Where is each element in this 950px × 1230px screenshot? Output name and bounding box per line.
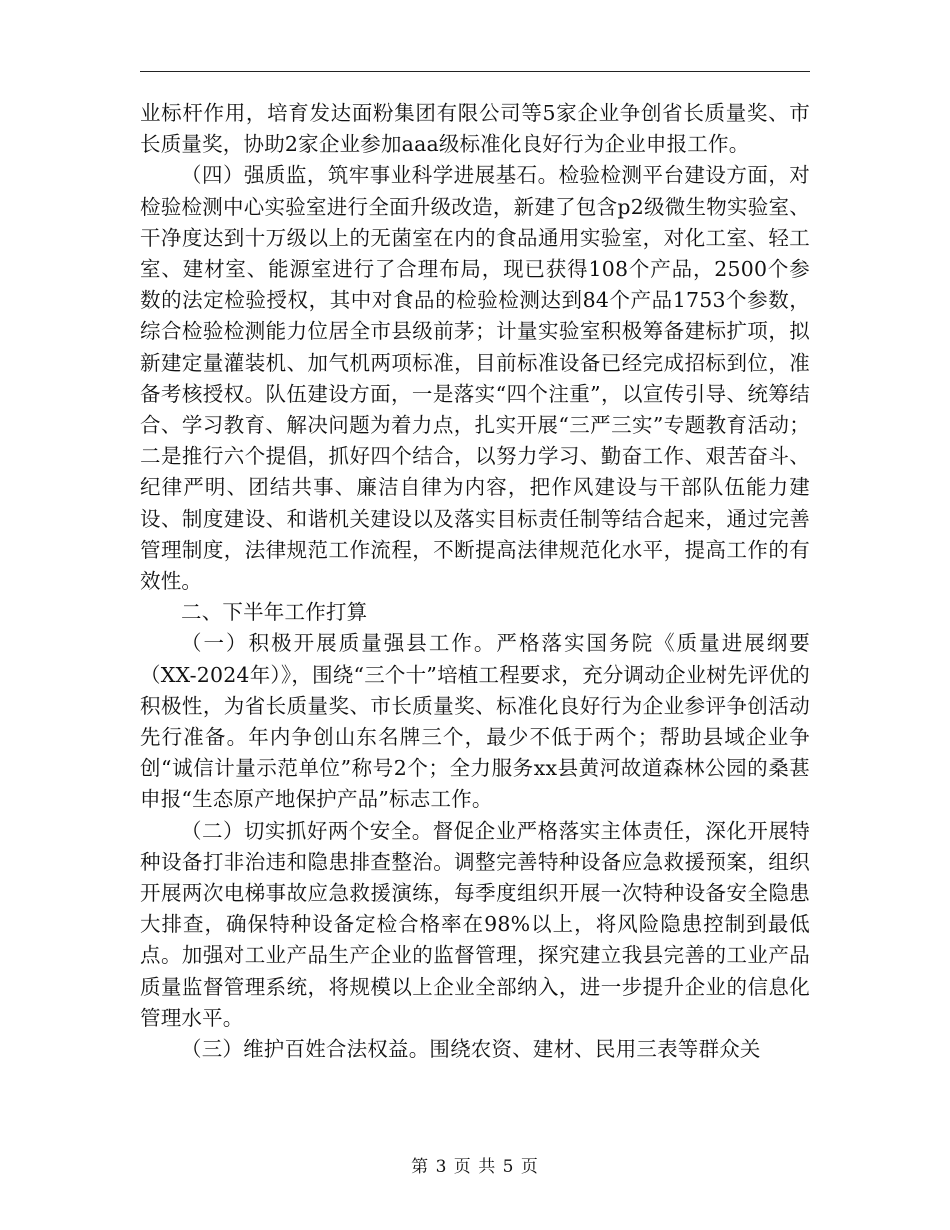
paragraph-5: （三）维护百姓合法权益。围绕农资、建材、民用三表等群众关	[181, 1037, 761, 1062]
paragraph-2: （四）强质监，筑牢事业科学进展基石。检验检测平台建设方面，对检验检测中心实验室进行全面升级改造，新建了包含p2级微生物实验室、干净度达到十万级以上的无菌室在内的食品通用实验室，对化工室、轻工室、建材室、能源室进行了合理布局，现已获得108个产品，2500个参数的法定检验授权，其中对食品的检验检测达到84个产品1753个参数，综合检验检测能力位居全市县级前茅；计量实验室积极筹备建标扩项，拟新建定量灌装机、加气机两项标准，目前标准设备已经完成招标到位，准备考核授权。队伍建设方面，一是落实“四个注重”，以宣传引导、统筹结合、学习教育、解决问题为着力点，扎实开展“三严三实”专题教育活动；二是推行六个提倡，抓好四个结合，以努力学习、勤奋工作、艰苦奋斗、纪律严明、团结共事、廉洁自律为内容，把作风建设与干部队伍能力建设、制度建设、和谐机关建设以及落实目标责任制等结合起来，通过完善管理制度，法律规范工作流程，不断提高法律规范化水平，提高工作的有效性。	[140, 163, 810, 594]
header-rule	[140, 71, 810, 72]
paragraph-1: 业标杆作用，培育发达面粉集团有限公司等5家企业争创省长质量奖、市长质量奖，协助2家企业参加aaa级标准化良好行为企业申报工作。	[140, 101, 810, 157]
page-footer: 第 3 页 共 5 页	[411, 1157, 539, 1177]
document-body	[140, 98, 810, 1065]
section-heading: 二、下半年工作打算	[181, 600, 368, 625]
paragraph-4: （二）切实抓好两个安全。督促企业严格落实主体责任，深化开展特种设备打非治违和隐患排查整治。调整完善特种设备应急救援预案，组织开展两次电梯事故应急救援演练，每季度组织开展一次特种设备安全隐患大排查，确保特种设备定检合格率在98%以上，将风险隐患控制到最低点。加强对工业产品生产企业的监督管理，探究建立我县完善的工业产品质量监督管理系统，将规模以上企业全部纳入，进一步提升企业的信息化管理水平。	[140, 818, 810, 1030]
paragraph-3: （一）积极开展质量强县工作。严格落实国务院《质量进展纲要（XX-2024年）》，围绕“三个十”培植工程要求，充分调动企业树先评优的积极性，为省长质量奖、市长质量奖、标准化良好行为企业参评争创活动先行准备。年内争创山东名牌三个，最少不低于两个；帮助县域企业争创“诚信计量示范单位”称号2个；全力服务xx县黄河故道森林公园的桑葚申报“生态原产地保护产品”标志工作。	[140, 631, 810, 812]
